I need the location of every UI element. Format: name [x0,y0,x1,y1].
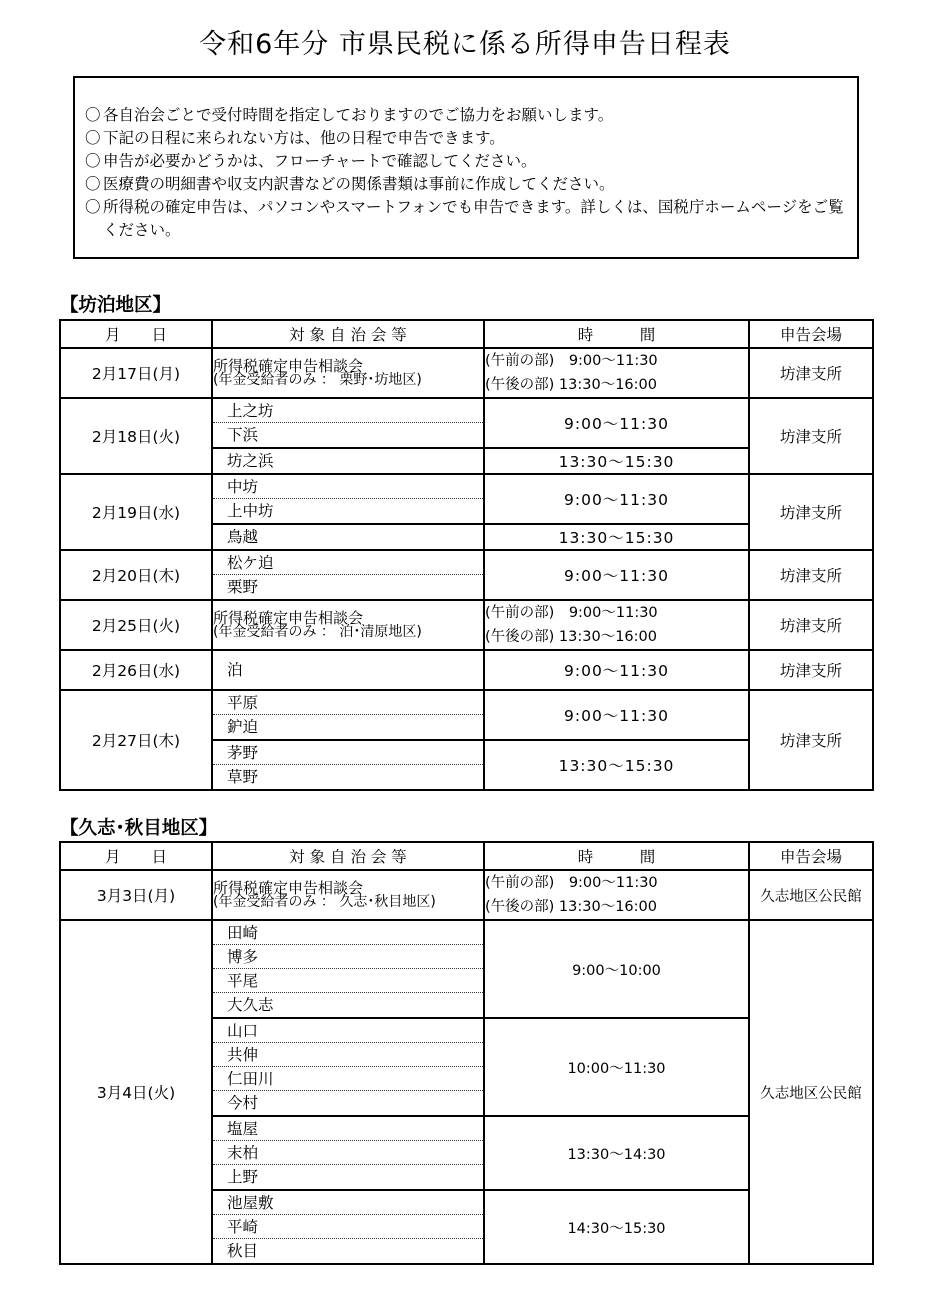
venue-cell: 坊津支所 [749,650,873,690]
org-item: 上中坊 [227,502,274,520]
notice-item [85,127,857,150]
org-item: 茅野 [213,741,483,765]
notice-box [73,76,859,259]
org-cell [212,1018,484,1116]
org-item: 泊 [227,661,243,679]
date-cell: 2月26日(水) [60,650,212,690]
date-cell: 3月4日(火) [60,920,212,1264]
org-cell [212,550,484,600]
time-cell [484,600,749,650]
org-item: 平原 [213,691,483,715]
notice-text: 各自治会ごとで受付時間を指定しておりますのでご協力をお願いします。 [103,106,614,124]
time-cell: 9:00～11:30 [484,474,749,524]
header-time: 時 間 [484,842,749,870]
org-item: 塩屋 [213,1117,483,1141]
schedule-table-bosu [59,319,874,791]
consult-note: (年金受給者のみ ： 泊･清原地区) [213,624,422,640]
header-time: 時 間 [484,320,749,348]
org-cell [212,870,484,920]
org-item: 秋目 [227,1242,259,1260]
date-cell: 3月3日(月) [60,870,212,920]
table-row [60,474,873,524]
afternoon-session: (午後の部) 13:30～16:00 [485,629,657,645]
org-cell [212,524,484,550]
notice-text: 申告が必要かどうかは、フローチャートで確認してください。 [103,152,537,170]
consult-title: 所得税確定申告相談会 [213,357,364,375]
date-cell: 2月25日(火) [60,600,212,650]
date-cell: 2月18日(火) [60,398,212,474]
org-item: 鳥越 [227,528,259,546]
time-cell: 9:00～11:30 [484,690,749,740]
org-item: 松ケ迫 [213,551,483,575]
venue-cell: 坊津支所 [749,600,873,650]
table-row [60,348,873,398]
time-cell: 9:00～11:30 [484,650,749,690]
notice-text: 医療費の明細書や収支内訳書などの関係書類は事前に作成してください。 [103,175,615,193]
circle-bullet-icon: 〇 [85,106,101,124]
venue-cell: 坊津支所 [749,474,873,550]
org-cell [212,650,484,690]
table-row [60,870,873,920]
org-item: 共伸 [213,1043,483,1067]
org-item: 大久志 [227,996,274,1014]
schedule-table-kushi [59,841,874,1265]
org-item: 中坊 [213,475,483,499]
notice-item [85,150,857,173]
consult-note: (年金受給者のみ ： 栗野･坊地区) [213,372,422,388]
venue-cell: 久志地区公民館 [749,870,873,920]
time-cell: 9:00～10:00 [484,920,749,1018]
org-cell [212,448,484,474]
org-item: 栗野 [227,578,259,596]
circle-bullet-icon: 〇 [85,129,101,147]
org-item: 末柏 [213,1141,483,1165]
org-item: 鈩迫 [227,718,259,736]
org-cell [212,690,484,740]
notice-text: 下記の日程に来られない方は、他の日程で申告できます。 [103,129,505,147]
table-header-row [60,842,873,870]
afternoon-session: (午後の部) 13:30～16:00 [485,899,657,915]
header-org: 対 象 自 治 会 等 [212,320,484,348]
org-cell [212,474,484,524]
page-title: 令和6年分 市県民税に係る所得申告日程表 [199,29,731,60]
consult-title: 所得税確定申告相談会 [213,609,364,627]
org-item: 博多 [213,945,483,969]
org-item: 上之坊 [213,399,483,423]
time-cell: 10:00～11:30 [484,1018,749,1116]
time-cell: 13:30～15:30 [484,524,749,550]
org-cell [212,1116,484,1190]
org-item: 平尾 [213,969,483,993]
venue-cell: 坊津支所 [749,348,873,398]
org-cell [212,1190,484,1264]
table-header-row [60,320,873,348]
venue-cell: 坊津支所 [749,398,873,474]
morning-session: (午前の部) 9:00～11:30 [485,875,658,891]
org-cell [212,740,484,790]
table-row [60,600,873,650]
time-cell: 14:30～15:30 [484,1190,749,1264]
table-row [60,690,873,740]
time-cell: 13:30～15:30 [484,740,749,790]
venue-cell: 坊津支所 [749,690,873,790]
date-cell: 2月17日(月) [60,348,212,398]
morning-session: (午前の部) 9:00～11:30 [485,605,658,621]
table-row [60,650,873,690]
header-date: 月 日 [60,842,212,870]
consult-title: 所得税確定申告相談会 [213,879,364,897]
table-row [60,550,873,600]
time-cell: 13:30～15:30 [484,448,749,474]
venue-cell: 坊津支所 [749,550,873,600]
date-cell: 2月27日(木) [60,690,212,790]
time-cell [484,348,749,398]
org-item: 上野 [227,1168,259,1186]
org-item: 坊之浜 [227,452,274,470]
venue-cell: 久志地区公民館 [749,920,873,1264]
section-title-kushi: 【久志･秋目地区】 [60,818,218,839]
time-cell: 9:00～11:30 [484,550,749,600]
time-cell [484,870,749,920]
header-venue: 申告会場 [749,842,873,870]
header-date: 月 日 [60,320,212,348]
consult-note: (年金受給者のみ ： 久志･秋目地区) [213,894,436,910]
table-row [60,920,873,1018]
time-cell: 9:00～11:30 [484,398,749,448]
org-item: 今村 [227,1094,259,1112]
morning-session: (午前の部) 9:00～11:30 [485,353,658,369]
notice-item [85,173,857,196]
org-cell [212,920,484,1018]
table-row [60,398,873,448]
notice-item [85,104,857,127]
circle-bullet-icon: 〇 [85,175,101,193]
time-cell: 13:30～14:30 [484,1116,749,1190]
notice-text: 所得税の確定申告は、パソコンやスマートフォンでも申告できます。詳しくは、国税庁ホームページをご覧ください。 [103,198,844,239]
org-item: 仁田川 [213,1067,483,1091]
org-item: 田崎 [213,921,483,945]
org-cell [212,398,484,448]
date-cell: 2月20日(木) [60,550,212,600]
org-item: 平崎 [213,1215,483,1239]
org-cell [212,348,484,398]
org-item: 下浜 [227,426,259,444]
section-title-bosu: 【坊泊地区】 [60,295,172,316]
date-cell: 2月19日(水) [60,474,212,550]
org-item: 池屋敷 [213,1191,483,1215]
header-org: 対 象 自 治 会 等 [212,842,484,870]
header-venue: 申告会場 [749,320,873,348]
circle-bullet-icon: 〇 [85,198,101,216]
org-item: 山口 [213,1019,483,1043]
org-cell [212,600,484,650]
org-item: 草野 [227,768,259,786]
afternoon-session: (午後の部) 13:30～16:00 [485,377,657,393]
notice-item [85,196,857,242]
circle-bullet-icon: 〇 [85,152,101,170]
